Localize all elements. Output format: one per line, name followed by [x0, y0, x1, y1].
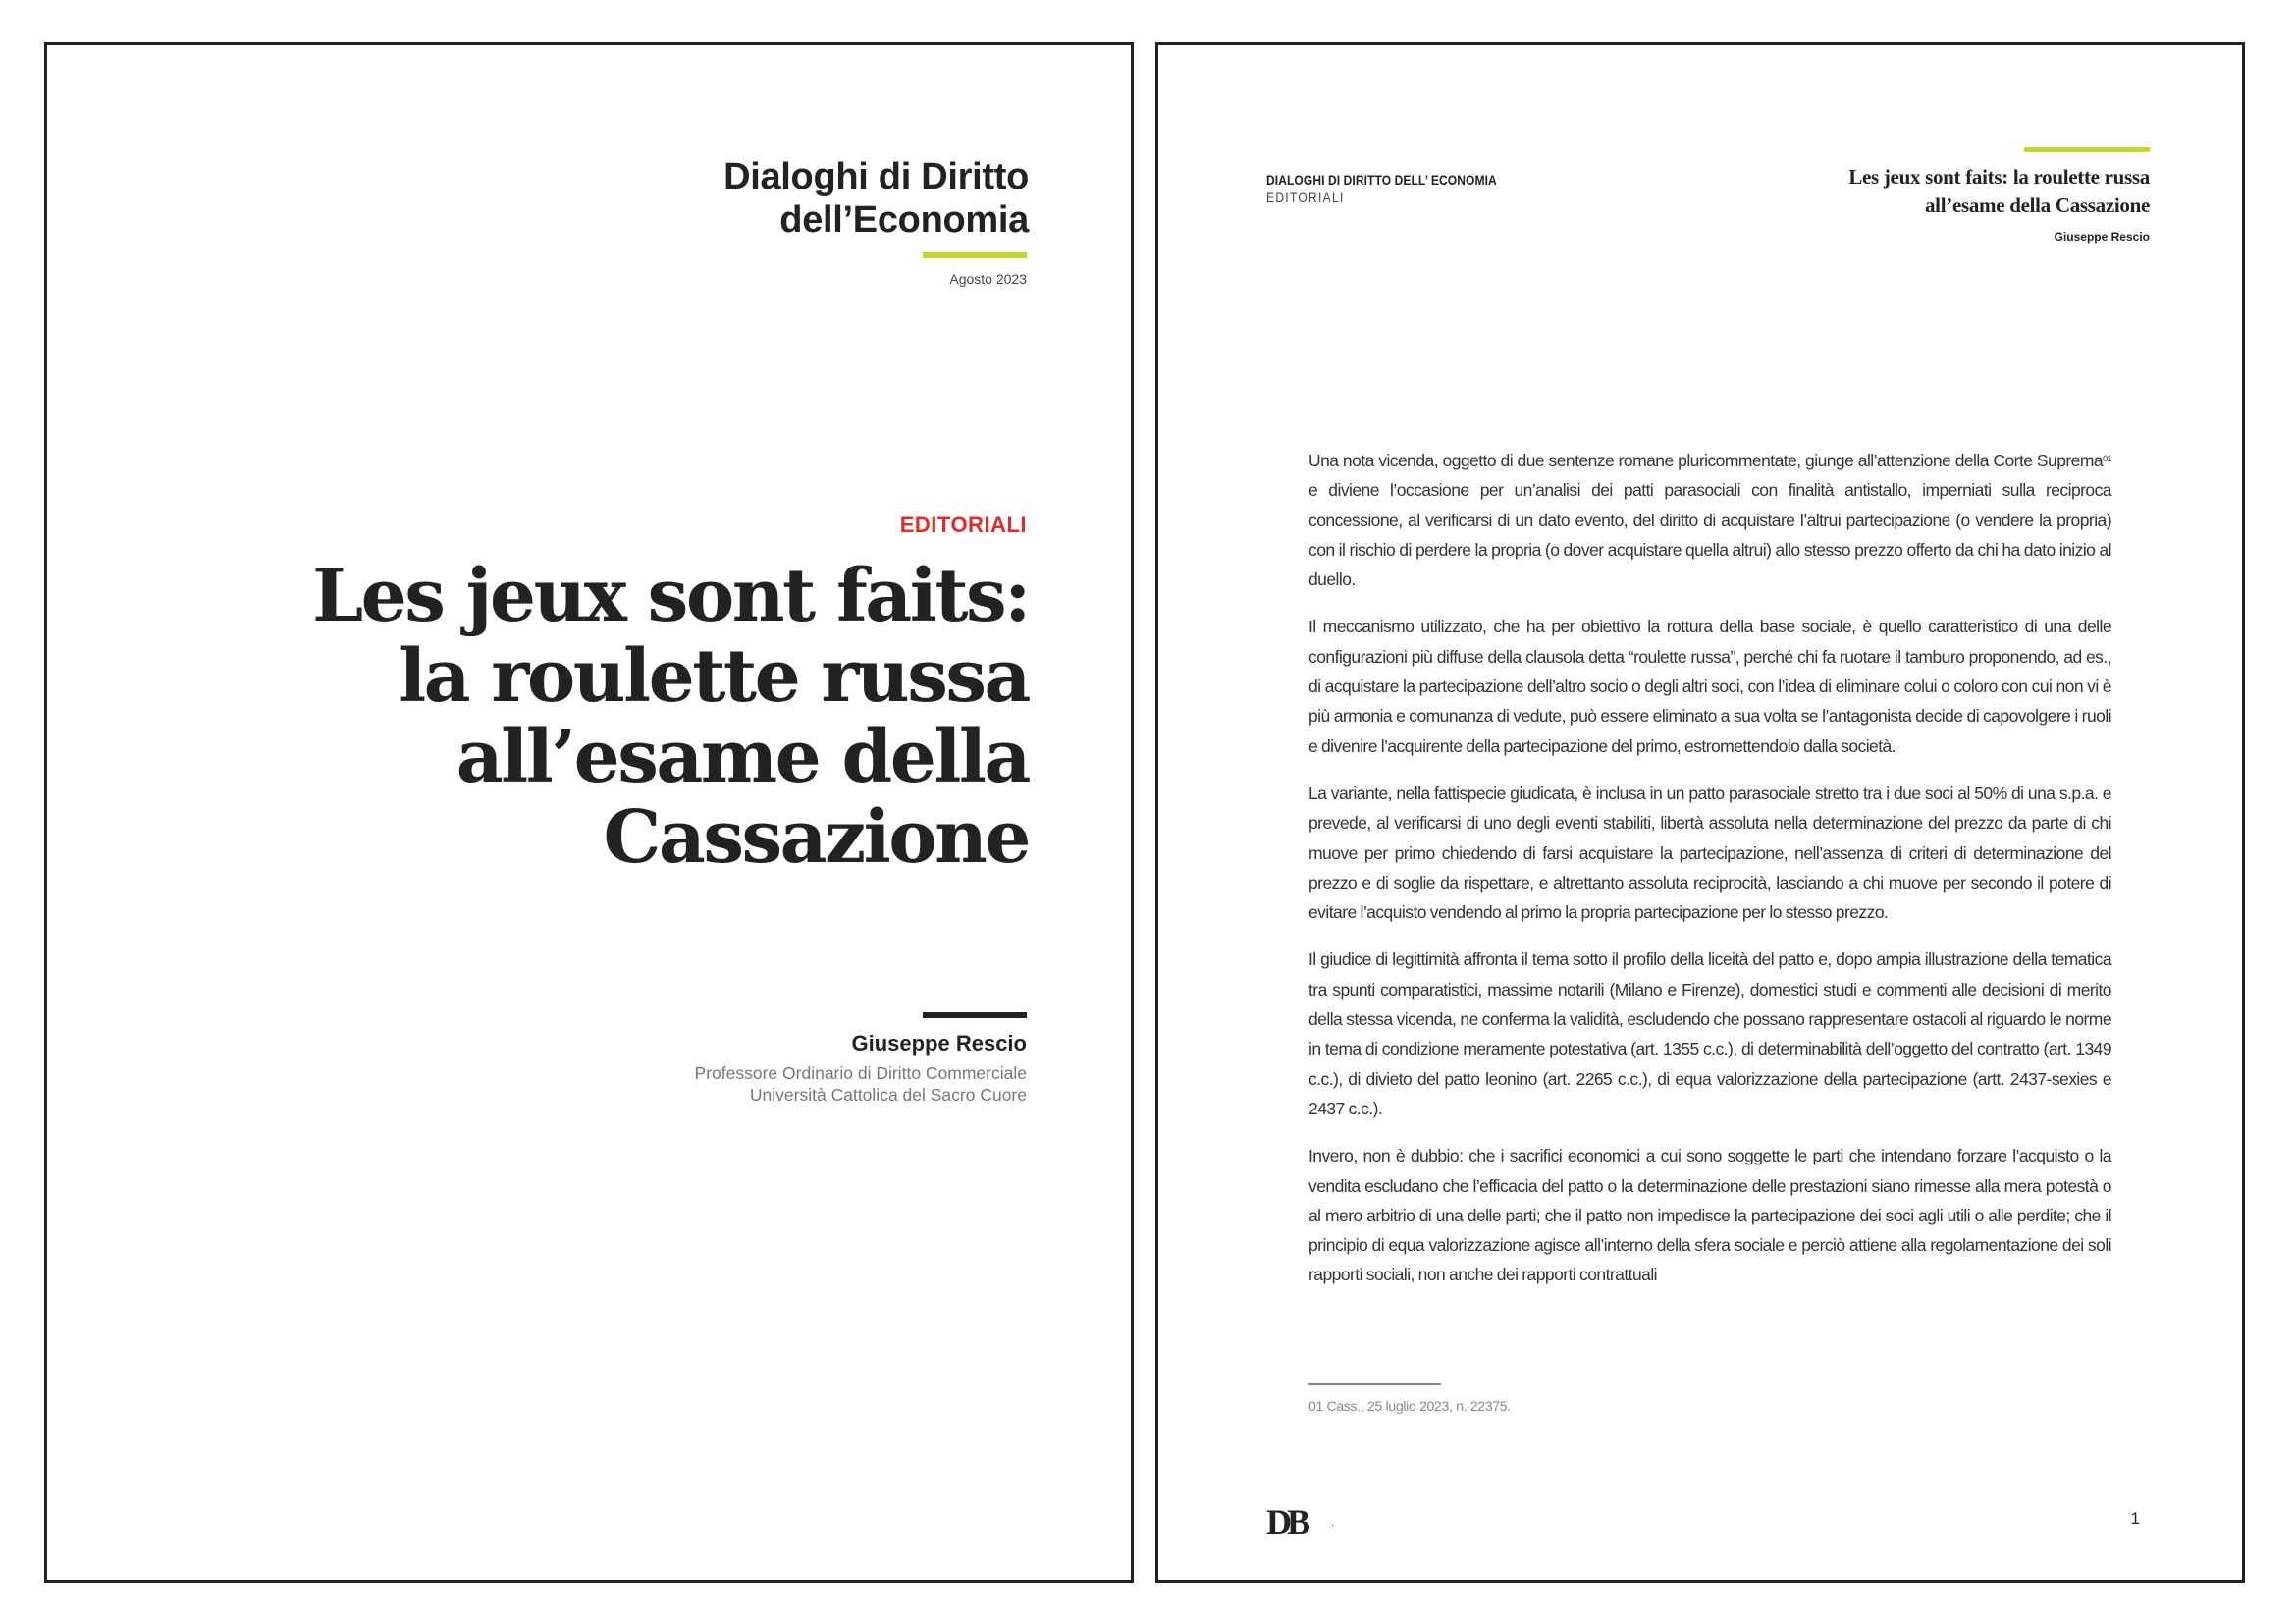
- title-line: la roulette russa: [399, 634, 1029, 719]
- paragraph: Invero, non è dubbio: che i sacrifici economici a cui sono soggette le parti che intendano forzare l’acquisto o la vendita escludano che l’efficacia del patto o la determinazione delle prestazioni siano rimesse alla mera potestà o al mero arbitrio di una delle parti; che il patto non impedisce la partecipazione dei soci agli utili o alle perdite; che il principio di equa valorizzazione agisce all’interno della sfera sociale e perciò attiene alla regolamentazione dei soli rapporti sociali, non anche dei rapporti contrattuali: [1308, 1146, 2111, 1285]
- logo-dot: .: [1331, 1518, 1334, 1529]
- journal-title: [723, 155, 1029, 242]
- db-logo: DB: [1266, 1502, 1307, 1542]
- footnote-divider: [1308, 1383, 1441, 1385]
- footnote-ref[interactable]: 01: [2103, 454, 2111, 463]
- journal-title-line1: Dialoghi di Diritto: [723, 156, 1029, 197]
- running-head-journal-name: DIALOGHI DI DIRITTO DELL’ ECONOMIA: [1266, 172, 1497, 188]
- title-line: Les jeux sont faits:: [312, 554, 1029, 638]
- affiliation-line: Professore Ordinario di Diritto Commerciale: [694, 1063, 1027, 1083]
- running-head-title-line: all’esame della Cassazione: [1924, 193, 2150, 217]
- affiliation-line: Università Cattolica del Sacro Cuore: [749, 1085, 1027, 1105]
- paragraph-text: e diviene l’occasione per un’analisi dei patti parasociali con finalità antistallo, imperniati sulla reciproca concessione, al verificarsi di un dato evento, del diritto di acquistare l’altrui partecipazione (o vendere la propria) con il rischio di perdere la propria (o dover acquistare quella altrui) allo stesso prezzo offerto da chi ha dato inizio al duello.: [1308, 480, 2111, 590]
- issue-date: Agosto 2023: [949, 271, 1027, 287]
- accent-bar: [923, 252, 1027, 258]
- section-label: EDITORIALI: [899, 513, 1027, 537]
- title-line: all’esame della: [455, 715, 1029, 799]
- journal-title-line2: dell’Economia: [779, 199, 1029, 241]
- author-affiliation: [695, 1062, 1027, 1106]
- article-title: [145, 556, 1029, 878]
- title-line: Cassazione: [603, 795, 1029, 880]
- author-name: Giuseppe Rescio: [851, 1031, 1027, 1056]
- paragraph-text: Una nota vicenda, oggetto di due sentenze romane pluricommentate, giunge all’attenzione della Corte Suprema: [1308, 451, 2104, 470]
- running-head-section: EDITORIALI: [1266, 189, 1345, 205]
- running-head-title: [1848, 163, 2150, 220]
- accent-bar: [2024, 147, 2150, 152]
- author-divider: [923, 1012, 1027, 1018]
- paragraph: [1308, 446, 2111, 594]
- page-number: 1: [2130, 1509, 2140, 1528]
- cover-page: [44, 42, 1134, 1583]
- paragraph: La variante, nella fattispecie giudicata, è inclusa in un patto parasociale stretto tra i due soci al 50% di una s.p.a. e prevede, al verificarsi di uno degli eventi stabiliti, libertà assoluta nella determinazione del prezzo da parte di chi muove per primo chiedendo di farsi acquistare la partecipazione, nell’assenza di criteri di determinazione del prezzo e di soglie da rispettare, e altrettanto assoluta reciprocità, lasciando a chi muove per secondo il potere di evitare l’acquisto vendendo al primo la propria partecipazione per lo stesso prezzo.: [1308, 783, 2111, 923]
- footnote: 01 Cass., 25 luglio 2023, n. 22375.: [1308, 1398, 1511, 1414]
- running-head-journal: [1266, 171, 1534, 206]
- paragraph: Il giudice di legittimità affronta il tema sotto il profilo della liceità del patto e, dopo ampia illustrazione della tematica tra spunti comparatistici, massime notarili (Milano e Firenze), domestici studi e commenti alle decisioni di merito della stessa vicenda, ne conferma la validità, escludendo che possano rappresentare ostacoli al riguardo le norme in tema di condizione meramente potestativa (art. 1355 c.c.), di determinabilità dell’oggetto del contratto (art. 1349 c.c.), di divieto del patto leonino (art. 2265 c.c.), di equa valorizzazione della partecipazione (artt. 2437-sexies e 2437 c.c.).: [1308, 949, 2111, 1118]
- article-page: [1155, 42, 2245, 1583]
- running-head-author: Giuseppe Rescio: [2054, 230, 2150, 244]
- paragraph: Il meccanismo utilizzato, che ha per obiettivo la rottura della base sociale, è quello caratteristico di una delle configurazioni più diffuse della clausola detta “roulette russa”, perché chi fa ruotare il tamburo proponendo, ad es., di acquistare la partecipazione dell’altro socio o degli altri soci, con l’idea di eliminare colui o coloro con cui non vi è più armonia e comunanza di vedute, può essere eliminato a sua volta se l’antagonista decide di capovolgere i ruoli e divenire l’acquirente della partecipazione del primo, estromettendolo dalla società.: [1308, 617, 2111, 756]
- running-head-title-line: Les jeux sont faits: la roulette russa: [1848, 165, 2150, 189]
- article-body: [1308, 446, 2111, 1308]
